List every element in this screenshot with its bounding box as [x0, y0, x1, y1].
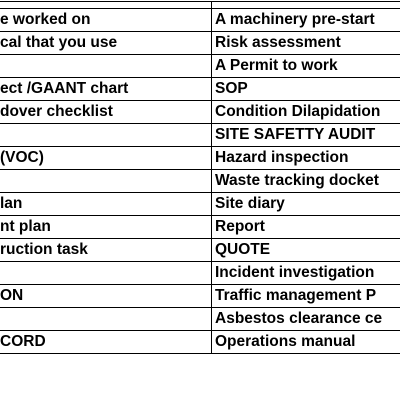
table-row: [0, 262, 400, 285]
table-row: [0, 78, 400, 101]
table-row: [0, 147, 400, 170]
table-row: [0, 124, 400, 147]
table-cell-left: [0, 170, 212, 193]
table-row: [0, 55, 400, 78]
table-row: [0, 101, 400, 124]
table-cell-right: Incident investigation: [212, 262, 400, 285]
table-cell-left: [0, 124, 212, 147]
table-cell-right: A Permit to work: [212, 55, 400, 78]
table-row: [0, 285, 400, 308]
table-cell-left: e worked on: [0, 9, 212, 32]
table-cell-right: A machinery pre-start: [212, 9, 400, 32]
table-cell-right: Traffic management P: [212, 285, 400, 308]
table-cell-left: [0, 262, 212, 285]
table-cell-right: Condition Dilapidation: [212, 101, 400, 124]
table-cell-left: (VOC): [0, 147, 212, 170]
table-row: [0, 193, 400, 216]
table-cell-right: Report: [212, 216, 400, 239]
table-cell-right: Hazard inspection: [212, 147, 400, 170]
table-cell-right: SITE SAFETTY AUDIT: [212, 124, 400, 147]
table-row: [0, 331, 400, 354]
table-cell-left: cal that you use: [0, 32, 212, 55]
table-cell-left: nt plan: [0, 216, 212, 239]
table-cell-left: ect /GAANT chart: [0, 78, 212, 101]
table-cell-left: lan: [0, 193, 212, 216]
table-cell-right: Risk assessment: [212, 32, 400, 55]
table-cell-left: [0, 55, 212, 78]
table-cell-left: ruction task: [0, 239, 212, 262]
table-row: [0, 9, 400, 32]
table-cell-right: Asbestos clearance ce: [212, 308, 400, 331]
table-cell-right: [212, 2, 400, 9]
table-row: [0, 308, 400, 331]
table-cell-right: Site diary: [212, 193, 400, 216]
table-cell-left: ON: [0, 285, 212, 308]
table-row: [0, 2, 400, 9]
table-row: [0, 32, 400, 55]
table-cell-left: CORD: [0, 331, 212, 354]
table-row: [0, 239, 400, 262]
document-table: [0, 1, 400, 354]
table-row: [0, 170, 400, 193]
table-cell-right: QUOTE: [212, 239, 400, 262]
table-cell-left: [0, 308, 212, 331]
table-row: [0, 216, 400, 239]
table-cell-left: [0, 2, 212, 9]
table-cell-left: dover checklist: [0, 101, 212, 124]
table-cell-right: Operations manual: [212, 331, 400, 354]
table-cell-right: SOP: [212, 78, 400, 101]
table-cell-right: Waste tracking docket: [212, 170, 400, 193]
